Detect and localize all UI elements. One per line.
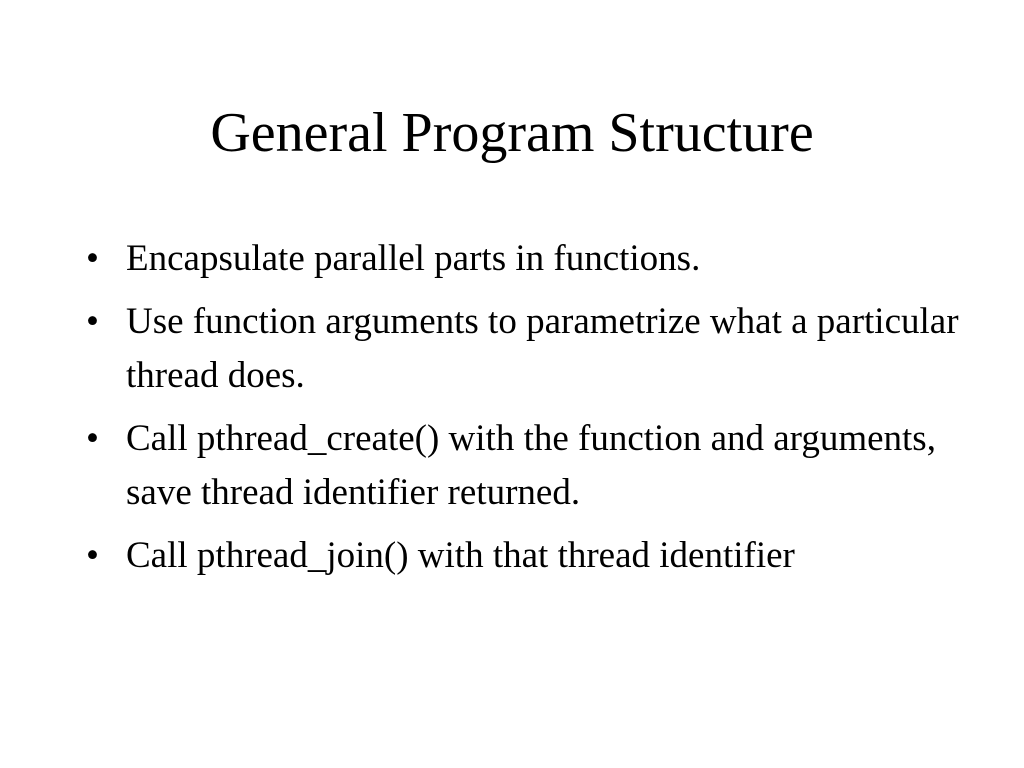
bullet-item — [86, 295, 966, 403]
bullet-item — [86, 529, 966, 583]
bullet-item — [86, 232, 966, 286]
bullet-item — [86, 412, 966, 520]
bullet-icon: • — [86, 535, 99, 576]
bullet-text: Encapsulate parallel parts in functions. — [126, 238, 701, 279]
bullet-text: Call pthread_create() with the function and arguments, save thread identifier returned. — [126, 418, 936, 513]
bullet-icon: • — [86, 301, 99, 342]
bullet-text: Use function arguments to parametrize what a particular thread does. — [126, 301, 959, 396]
bullet-list — [86, 232, 966, 592]
bullet-text: Call pthread_join() with that thread identifier — [126, 535, 795, 576]
slide-title: General Program Structure — [210, 102, 814, 164]
bullet-icon: • — [86, 238, 99, 279]
bullet-icon: • — [86, 418, 99, 459]
